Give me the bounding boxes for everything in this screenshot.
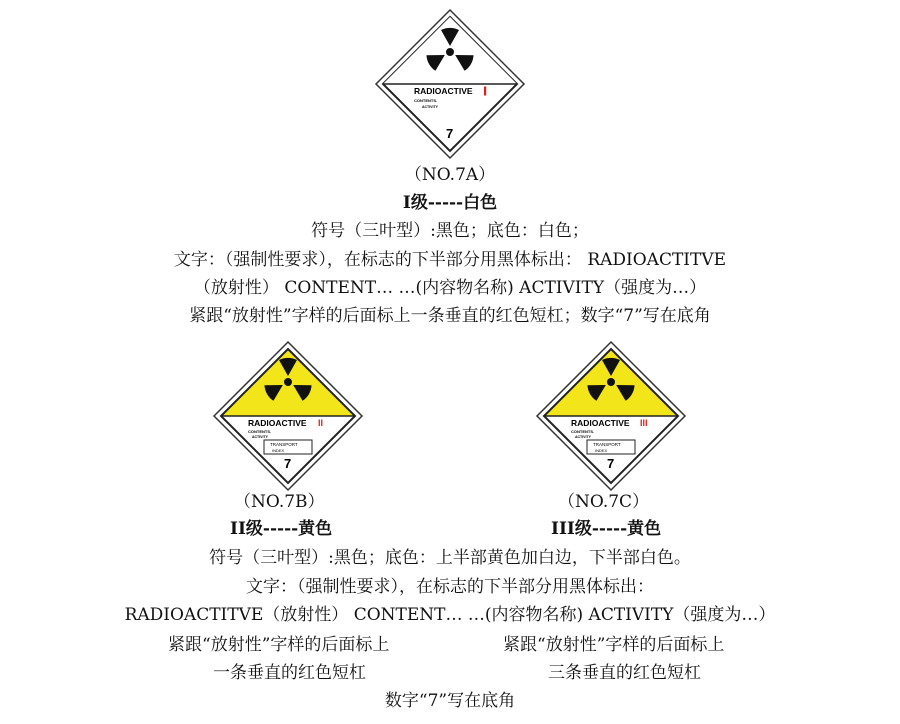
symbol-desc-7a: 符号（三叶型）:黑色；底色：白色；	[311, 221, 589, 241]
text-desc-7bc-2: RADIOACTITVE（放射性） CONTENT… …(内容物名称) ACTIVITY（强度为…）	[124, 605, 776, 625]
radioactive-word: RADIOACTIVE	[248, 418, 307, 428]
radioactive-word: RADIOACTIVE	[414, 86, 473, 96]
level-7a: I级-----白色	[402, 193, 498, 213]
text-desc-7a-3: 紧跟“放射性”字样的后面标上一条垂直的红色短杠；数字“7”写在底角	[189, 306, 711, 326]
transport-text: TRANSPORT	[593, 442, 621, 447]
number-desc-7bc: 数字“7”写在底角	[384, 691, 516, 711]
red-bar	[484, 87, 486, 96]
contents-text: CONTENTS.	[248, 429, 272, 434]
activity-text: ACTIVITY	[575, 435, 591, 439]
radioactive-word: RADIOACTIVE	[571, 418, 630, 428]
class-number: 7	[284, 456, 292, 471]
red-bars: II	[318, 418, 324, 428]
index-text: INDEX	[595, 448, 608, 453]
radioactive-label-7a	[374, 8, 526, 160]
level-7c: III级-----黄色	[551, 519, 662, 539]
radioactive-label-7b	[212, 340, 364, 492]
radioactive-label-7c	[535, 340, 687, 492]
transport-text: TRANSPORT	[270, 442, 298, 447]
text-desc-7a-2: （放射性） CONTENT… …(内容物名称) ACTIVITY（强度为…）	[193, 278, 707, 298]
diamond-7a	[374, 8, 526, 160]
contents-text: CONTENTS.	[414, 98, 438, 103]
red-bars: III	[640, 418, 648, 428]
index-text: INDEX	[272, 448, 285, 453]
contents-text: CONTENTS.	[571, 429, 595, 434]
activity-text: ACTIVITY	[252, 435, 268, 439]
bar-desc-7c-2: 三条垂直的红色短杠	[548, 663, 701, 683]
class-number: 7	[446, 126, 454, 141]
bar-desc-7b-2: 一条垂直的红色短杠	[213, 663, 366, 683]
text-desc-7bc-1: 文字：（强制性要求），在标志的下半部分用黑体标出：	[246, 577, 654, 597]
level-7b: II级-----黄色	[230, 519, 333, 539]
code-7c: （NO.7C）	[558, 492, 650, 512]
code-7b: （NO.7B）	[234, 492, 325, 512]
text-desc-7a-1: 文字：（强制性要求），在标志的下半部分用黑体标出： RADIOACTITVE	[173, 250, 727, 270]
symbol-desc-7bc: 符号（三叶型）:黑色；底色：上半部黄色加白边，下半部白色。	[209, 548, 691, 568]
bar-desc-7b-1: 紧跟“放射性”字样的后面标上	[168, 635, 390, 655]
code-7a: （NO.7A）	[404, 165, 496, 185]
class-number: 7	[607, 456, 615, 471]
bar-desc-7c-1: 紧跟“放射性”字样的后面标上	[503, 635, 725, 655]
activity-text: ACTIVITY	[422, 105, 438, 109]
